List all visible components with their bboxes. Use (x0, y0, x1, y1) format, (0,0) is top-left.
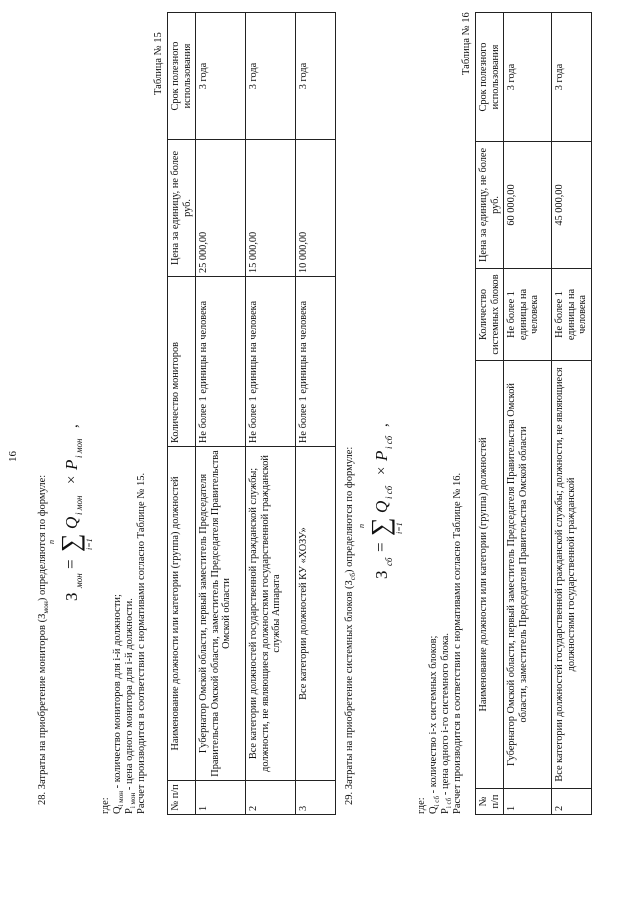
formula-equals: = (371, 542, 390, 552)
table-15 (167, 12, 336, 815)
definition-p: $P_{i мон}$ - цена одного монитора для i-й должности. (124, 598, 138, 814)
formula-lhs-sub: мон (74, 573, 84, 588)
cell-position: Губернатор Омской области, первый заместитель Председателя Правительства Омской области, заместитель Председателя Правительства Омской области (196, 447, 246, 781)
definition-p: $P_{i сб}$ - цена одного i-го системного блока. (440, 632, 454, 814)
table-header-row (476, 13, 504, 815)
formula-q-letter: Q (62, 516, 81, 529)
table-16-caption: Таблица № 16 (461, 12, 472, 75)
definition-q: $Q_{i мон}$ - количество мониторов для i-й должности; (112, 594, 126, 814)
table-row (296, 13, 336, 815)
cell-term: 3 года (296, 13, 336, 140)
definition-q: $Q_{i сб}$ - количество i-х системных блоков; (428, 635, 442, 814)
header-cell: Срок полезного использования (168, 13, 196, 140)
formula-sum-top: n (357, 524, 366, 528)
table-15-caption: Таблица № 15 (153, 32, 164, 95)
cell-number: 3 (296, 781, 336, 815)
cell-position: Губернатор Омской области, первый заместитель Председателя Правительства Омской области, заместитель Председателя Правительства Омской области (504, 361, 552, 789)
table-row (552, 13, 592, 815)
cell-quantity: Не более 1 единицы на человека (196, 277, 246, 447)
sum-symbol-icon: ∑ (366, 517, 395, 536)
formula-tail: , (65, 424, 81, 428)
cell-price: 10 000,00 (296, 140, 336, 277)
header-cell: Цена за единицу, не более руб. (476, 142, 504, 269)
header-cell: Наименование должности или категории (группа) должностей (168, 447, 196, 781)
cell-number: 2 (552, 789, 592, 815)
cell-position: Все категории должностей государственной гражданской службы; должности, не являющиеся должностями государственной гражданской (552, 361, 592, 789)
calc-note: Расчет производится в соответствии с нормативами согласно Таблице № 16. (452, 472, 463, 814)
formula-sum-bottom: i=1 (85, 538, 94, 550)
formula-q-sub: i сб (384, 485, 394, 499)
header-cell: Срок полезного использования (476, 13, 504, 142)
formula-sum-bottom: i=1 (395, 522, 404, 534)
formula-q-letter: Q (372, 500, 391, 513)
formula-system-blocks (356, 369, 406, 579)
where-label: где: (416, 797, 427, 814)
cell-quantity: Не более 1 единицы на человека (296, 277, 336, 447)
header-cell: № п/п (168, 781, 196, 815)
formula-sum-top: n (47, 540, 56, 544)
formula-times: × (374, 466, 390, 475)
sum-symbol-icon: ∑ (56, 533, 85, 552)
cell-price: 45 000,00 (552, 142, 592, 269)
table-row (246, 13, 296, 815)
cell-quantity: Не более 1 единицы на человека (246, 277, 296, 447)
formula-p-sub: i сб (384, 435, 394, 449)
formula-times: × (64, 475, 80, 484)
header-cell: № п/п (476, 789, 504, 815)
formula-tail: , (375, 423, 391, 427)
cell-quantity: Не более 1 единицы на человека (552, 269, 592, 361)
formula-p-sub: i мон (74, 438, 84, 458)
cell-term: 3 года (552, 13, 592, 142)
header-cell: Наименование должности или категории (группа) должностей (476, 361, 504, 789)
table-header-row (168, 13, 196, 815)
cell-price: 15 000,00 (246, 140, 296, 277)
formula-monitors (46, 371, 96, 601)
header-cell: Цена за единицу, не более руб. (168, 140, 196, 277)
table-row (196, 13, 246, 815)
formula-equals: = (61, 559, 80, 569)
cell-number: 1 (196, 781, 246, 815)
cell-number: 2 (246, 781, 296, 815)
cell-quantity: Не более 1 единицы на человека (504, 269, 552, 361)
header-cell: Количество системных блоков (476, 269, 504, 361)
formula-p-letter: P (62, 459, 81, 470)
table-16 (475, 12, 592, 815)
cell-term: 3 года (246, 13, 296, 140)
where-label: где: (100, 797, 111, 814)
formula-q-sub: i мон (74, 495, 84, 515)
section-28-heading: 28. Затраты на приобретение мониторов $(З_{мон})$ определяются по формуле: (37, 474, 51, 805)
formula-lhs-letter: З (372, 570, 391, 579)
header-cell: Количество мониторов (168, 277, 196, 447)
cell-position: Все категории должностей государственной гражданской службы; должности, не являющиеся должностями государственной гражданской службы Аппарата (246, 447, 296, 781)
cell-term: 3 года (196, 13, 246, 140)
formula-lhs-sub: сб (384, 557, 394, 566)
cell-term: 3 года (504, 13, 552, 142)
cell-price: 25 000,00 (196, 140, 246, 277)
formula-p-letter: P (372, 450, 391, 461)
table-row (504, 13, 552, 815)
formula-lhs-letter: З (62, 592, 81, 601)
cell-price: 60 000,00 (504, 142, 552, 269)
cell-position: Все категории должностей КУ «ХОЗУ» (296, 447, 336, 781)
section-29-heading: 29. Затраты на приобретение системных блоков $(З_{сб})$ определяются по формуле: (344, 446, 358, 805)
calc-note: Расчет производится в соответствии с нормативами согласно Таблице № 15. (136, 472, 147, 814)
page-number: 16 (7, 451, 19, 462)
cell-number: 1 (504, 789, 552, 815)
